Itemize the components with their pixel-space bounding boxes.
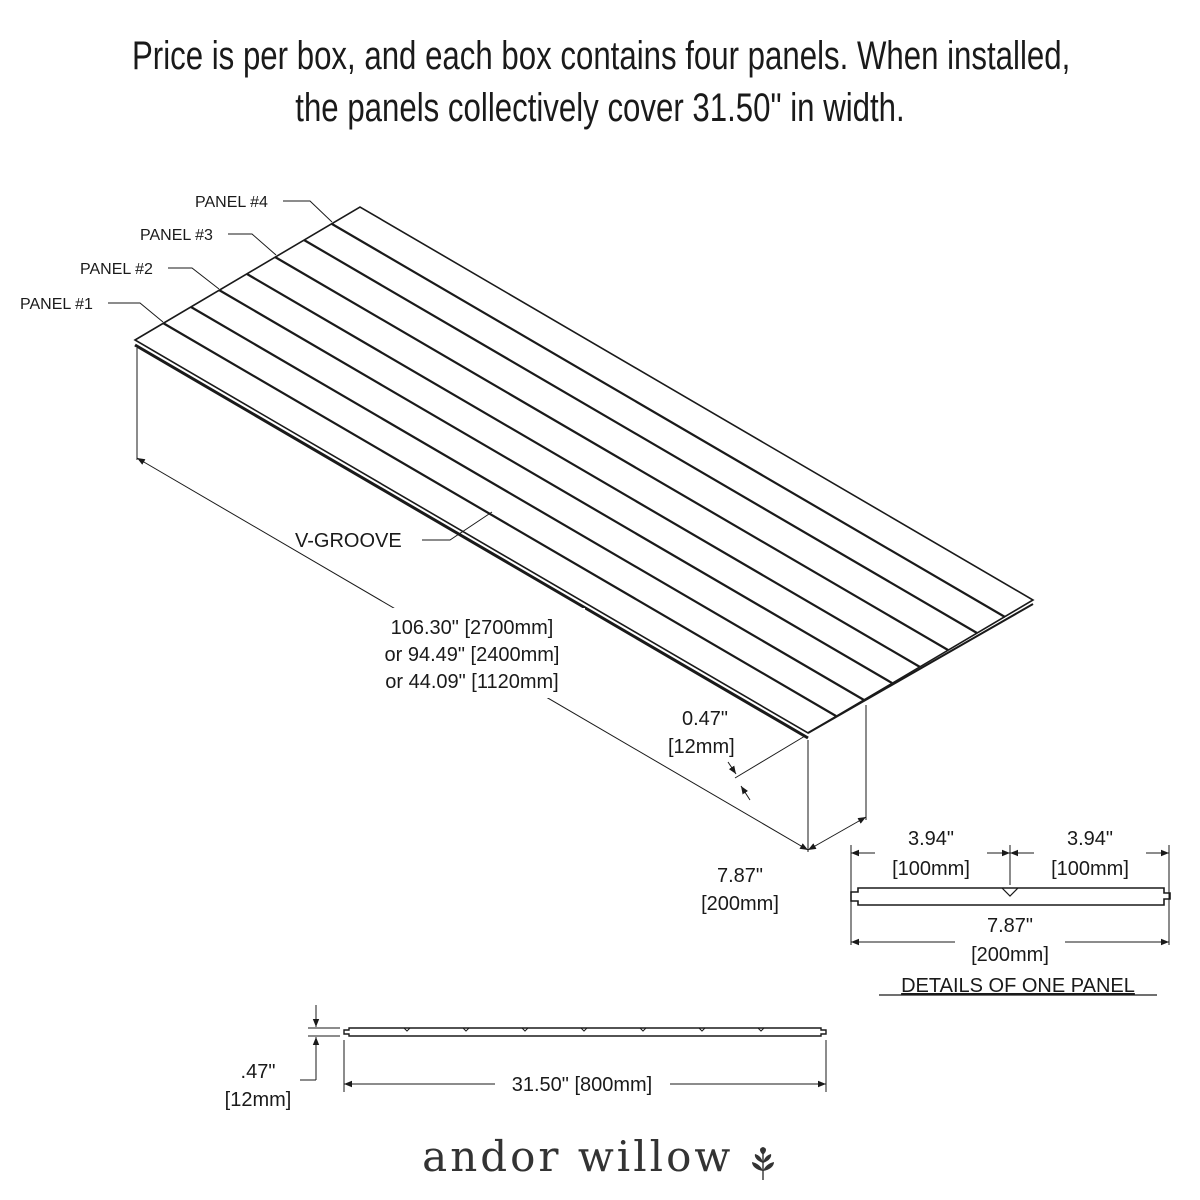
panel-3-label: PANEL #3 — [140, 227, 213, 244]
panel-callouts — [20, 194, 332, 322]
detail-right-mm: [100mm] — [1051, 858, 1129, 880]
panel-assembly — [135, 207, 1033, 852]
section-thickness-mm: [12mm] — [224, 1089, 292, 1111]
length-label-1: 106.30" [2700mm] — [390, 617, 554, 639]
panel-width-in-label: 7.87" — [716, 865, 764, 887]
detail-left-in: 3.94" — [907, 828, 955, 850]
panel-1-label: PANEL #1 — [20, 296, 93, 313]
assembly-cross-section — [225, 1005, 826, 1111]
section-thickness-in: .47" — [240, 1061, 276, 1083]
detail-right-in: 3.94" — [1066, 828, 1114, 850]
panel-width-dimension-line — [808, 817, 866, 850]
panel-4-label: PANEL #4 — [195, 194, 268, 211]
profile-groove — [1002, 888, 1018, 896]
v-groove-label: V-GROOVE — [295, 530, 402, 552]
leaf-sprig-icon — [748, 1147, 778, 1186]
header-line-2: the panels collectively cover 31.50" in width. — [295, 86, 905, 130]
detail-left-mm: [100mm] — [892, 858, 970, 880]
thickness-mm-label: [12mm] — [668, 736, 735, 758]
length-label-2: or 94.49" [2400mm] — [384, 644, 560, 666]
detail-total-in: 7.87" — [986, 915, 1034, 937]
section-profile — [344, 1028, 826, 1036]
detail-total-mm: [200mm] — [971, 944, 1049, 966]
brand-footer — [0, 1132, 1200, 1186]
thickness-in-label: 0.47" — [682, 708, 729, 730]
detail-caption: DETAILS OF ONE PANEL — [901, 975, 1135, 997]
panel-2-label: PANEL #2 — [80, 261, 153, 278]
end-edge — [808, 604, 1033, 733]
panel-detail — [851, 823, 1170, 997]
panel-profile — [851, 888, 1170, 905]
brand-name: andor willow — [422, 1132, 734, 1181]
panel-width-mm-label: [200mm] — [701, 893, 779, 915]
header-line-1: Price is per box, and each box contains four panels. When installed, — [132, 34, 1071, 78]
thickness-leader — [735, 736, 805, 778]
v-groove-leader — [422, 512, 492, 540]
length-label-3: or 44.09" [1120mm] — [385, 671, 559, 693]
section-width-label: 31.50" [800mm] — [511, 1074, 653, 1096]
